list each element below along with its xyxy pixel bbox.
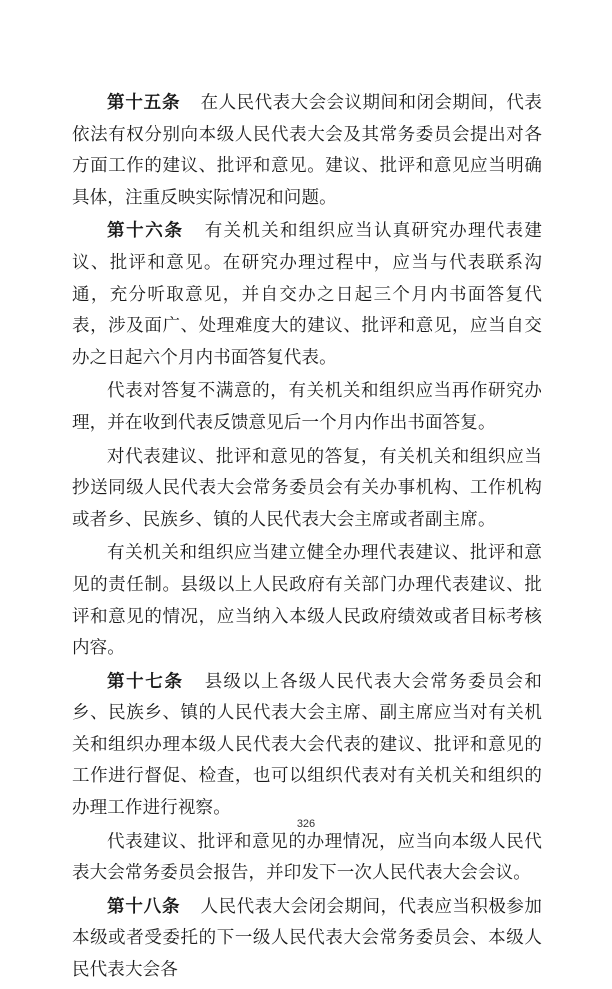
paragraph-16-copy-reply	[72, 442, 542, 537]
paragraph-text: 代表对答复不满意的，有关机关和组织应当再作研究办理，并在收到代表反馈意见后一个月内作出书面答复。	[72, 381, 542, 433]
page-number: 326	[296, 818, 316, 830]
article-heading: 第十六条	[107, 221, 184, 242]
paragraph-article-15	[72, 88, 542, 214]
paragraph-text: 代表建议、批评和意见的办理情况，应当向本级人民代表大会常务委员会报告，并印发下一次人民代表大会会议。	[72, 831, 542, 884]
article-heading: 第十五条	[107, 93, 181, 113]
document-body	[72, 88, 542, 989]
paragraph-text: 有关机关和组织应当认真研究办理代表建议、批评和意见。在研究办理过程中，应当与代表联系沟通，充分听取意见，并自交办之日起三个月内书面答复代表，涉及面广、处理难度大的建议、批评和意见，应当自交办之日起六个月内书面答复代表。	[72, 221, 543, 368]
paragraph-17-report	[72, 827, 542, 890]
paragraph-16-responsibility	[72, 538, 542, 664]
paragraph-text: 对代表建议、批评和意见的答复，有关机关和组织应当抄送同级人民代表大会常务委员会有关办事机构、工作机构或者乡、民族乡、镇的人民代表大会主席或者副主席。	[72, 446, 542, 530]
paragraph-text: 人民代表大会闭会期间，代表应当积极参加本级或者受委托的下一级人民代表大会常务委员会、本级人民代表大会各	[72, 896, 543, 981]
paragraph-text: 在人民代表大会会议期间和闭会期间，代表依法有权分别向本级人民代表大会及其常务委员会提出对各方面工作的建议、批评和意见。建议、批评和意见应当明确具体，注重反映实际情况和问题。	[72, 93, 543, 208]
paragraph-text: 县级以上各级人民代表大会常务委员会和乡、民族乡、镇的人民代表大会主席、副主席应当对有关机关和组织办理本级人民代表大会代表的建议、批评和意见的工作进行督促、检查，也可以组织代表对有关机关和组织的办理工作进行视察。	[72, 671, 543, 819]
paragraph-article-17	[72, 667, 542, 825]
article-heading: 第十七条	[107, 671, 184, 692]
paragraph-text: 有关机关和组织应当建立健全办理代表建议、批评和意见的责任制。县级以上人民政府有关部门办理代表建议、批评和意见的情况，应当纳入本级人民政府绩效或者目标考核内容。	[72, 543, 542, 659]
article-heading: 第十八条	[107, 896, 181, 917]
paragraph-article-18	[72, 892, 542, 987]
paragraph-16-dissatisfied-reply	[72, 376, 542, 439]
paragraph-article-16	[72, 216, 542, 374]
